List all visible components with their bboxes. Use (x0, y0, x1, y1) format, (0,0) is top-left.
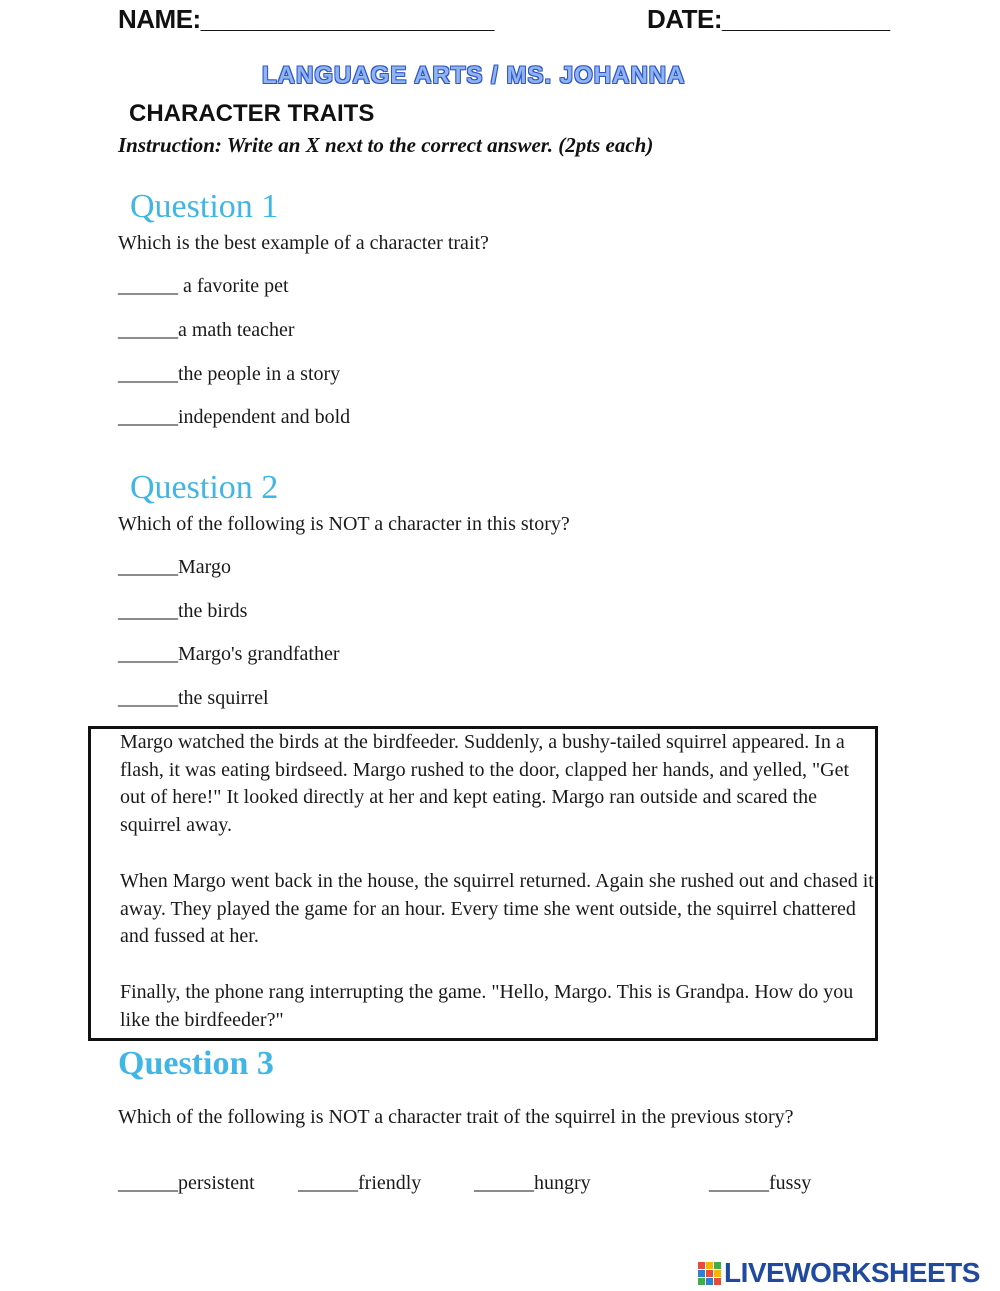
question-1-prompt: Which is the best example of a character trait? (118, 232, 489, 254)
story-passage-box (88, 726, 878, 1041)
section-title: CHARACTER TRAITS (129, 100, 375, 127)
question-2-option-b[interactable]: ______the birds (118, 600, 248, 622)
subject-title: LANGUAGE ARTS / MS. JOHANNA (262, 62, 686, 89)
question-1-option-a[interactable]: ______ a favorite pet (118, 275, 289, 297)
question-2-option-a[interactable]: ______Margo (118, 556, 231, 578)
story-paragraph-2: When Margo went back in the house, the squirrel returned. Again she rushed out and chased it away. They played the game for an hour. Every time she went outside, the squirrel chattered and fussed at her. (120, 869, 874, 948)
date-field-label: DATE:____________ (647, 4, 890, 34)
question-3-option-c[interactable]: ______hungry (474, 1172, 591, 1194)
question-1-option-d[interactable]: ______independent and bold (118, 406, 351, 428)
question-1-heading: Question 1 (130, 188, 279, 225)
story-paragraph-3: Finally, the phone rang interrupting the game. "Hello, Margo. This is Grandpa. How do you like the birdfeeder?" (120, 980, 854, 1031)
liveworksheets-icon (698, 1262, 721, 1285)
question-2-option-d[interactable]: ______the squirrel (118, 687, 269, 709)
question-3-option-d[interactable]: ______fussy (709, 1172, 812, 1194)
liveworksheets-logo (698, 1257, 980, 1289)
question-3-prompt: Which of the following is NOT a character trait of the squirrel in the previous story? (118, 1106, 794, 1128)
instruction-text: Instruction: Write an X next to the correct answer. (2pts each) (118, 133, 654, 157)
question-3-option-a[interactable]: ______persistent (118, 1172, 255, 1194)
question-2-prompt: Which of the following is NOT a character in this story? (118, 513, 570, 535)
liveworksheets-brand: LIVEWORKSHEETS (724, 1257, 980, 1288)
question-2-heading: Question 2 (130, 469, 279, 506)
question-1-option-b[interactable]: ______a math teacher (118, 319, 295, 341)
name-field-label: NAME:_____________________ (118, 4, 494, 34)
question-3-option-b[interactable]: ______friendly (298, 1172, 422, 1194)
question-2-option-c[interactable]: ______Margo's grandfather (118, 643, 340, 665)
story-paragraph-1: Margo watched the birds at the birdfeeder. Suddenly, a bushy-tailed squirrel appeared. In a flash, it was eating birdseed. Margo rushed to the door, clapped her hands, and yelled, "Get out of here!" It looked directly at her and kept eating. Margo ran outside and scared the squirrel away. (120, 731, 850, 837)
question-3-heading: Question 3 (118, 1045, 274, 1082)
question-1-option-c[interactable]: ______the people in a story (118, 363, 341, 385)
